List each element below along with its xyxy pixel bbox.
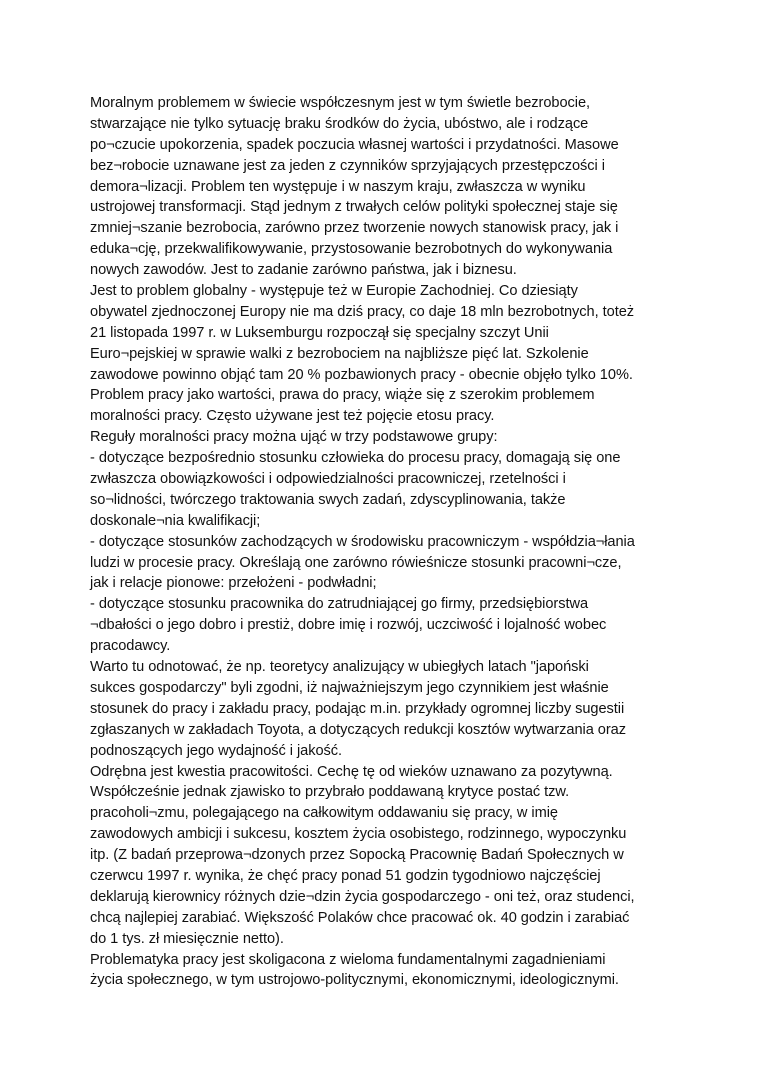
text-line: Odrębna jest kwestia pracowitości. Cechę tę od wieków uznawano za pozytywną. — [90, 763, 613, 780]
text-line: ludzi w procesie pracy. Określają one zarówno rówieśnicze stosunki pracowni¬cze, — [90, 554, 622, 571]
text-line: sukces gospodarczy" byli zgodni, iż najważniejszym jego czynnikiem jest właśnie — [90, 679, 609, 696]
body-text — [90, 93, 690, 991]
text-line: pracoholi¬zmu, polegającego na całkowitym oddawaniu się pracy, w imię — [90, 805, 558, 822]
text-line: czerwcu 1997 r. wynika, że chęć pracy ponad 51 godzin tygodniowo najczęściej — [90, 867, 601, 884]
text-line: demora¬lizacji. Problem ten występuje i w naszym kraju, zwłaszcza w wyniku — [90, 178, 586, 195]
text-line: - dotyczące stosunków zachodzących w środowisku pracowniczym - współdzia¬łania — [90, 533, 635, 550]
text-line: pracodawcy. — [90, 638, 171, 655]
text-line: życia społecznego, w tym ustrojowo-politycznymi, ekonomicznymi, ideologicznymi. — [90, 972, 619, 989]
text-line: so¬lidności, twórczego traktowania swych zadań, zdyscyplinowania, także — [90, 491, 566, 508]
text-line: Reguły moralności pracy można ująć w trzy podstawowe grupy: — [90, 429, 498, 446]
text-line: deklarują kierownicy różnych dzie¬dzin życia gospodarczego - oni też, oraz studenci, — [90, 888, 635, 905]
text-line: Warto tu odnotować, że np. teoretycy analizujący w ubiegłych latach "japoński — [90, 659, 589, 676]
text-line: ustrojowej transformacji. Stąd jednym z trwałych celów polityki społecznej staje się — [90, 199, 618, 216]
text-line: zawodowe powinno objąć tam 20 % pozbawionych pracy - obecnie objęło tylko 10%. — [90, 366, 633, 383]
text-line: Moralnym problemem w świecie współczesnym jest w tym świetle bezrobocie, — [90, 95, 591, 111]
text-line: Euro¬pejskiej w sprawie walki z bezrobociem na najbliższe pięć lat. Szkolenie — [90, 345, 589, 362]
text-line: - dotyczące bezpośrednio stosunku człowieka do procesu pracy, domagają się one — [90, 450, 621, 467]
text-line: bez¬robocie uznawane jest za jeden z czynników sprzyjających przestępczości i — [90, 157, 605, 174]
text-line: stosunek do pracy i zakładu pracy, podając m.in. przykłady ogromnej liczby sugestii — [90, 700, 625, 717]
text-line: ¬dbałości o jego dobro i prestiż, dobre imię i rozwój, uczciwość i lojalność wobec — [90, 617, 607, 634]
text-line: zwłaszcza obowiązkowości i odpowiedzialności pracowniczej, rzetelności i — [90, 471, 566, 488]
text-line: do 1 tys. zł miesięcznie netto). — [90, 930, 284, 947]
text-line: eduka¬cję, przekwalifikowywanie, przystosowanie bezrobotnych do wykonywania — [90, 241, 613, 258]
text-line: stwarzające nie tylko sytuację braku środków do życia, ubóstwo, ale i rodzące — [90, 115, 589, 132]
text-line: zmniej¬szanie bezrobocia, zarówno przez tworzenie nowych stanowisk pracy, jak i — [90, 220, 619, 237]
text-line: Jest to problem globalny - występuje też w Europie Zachodniej. Co dziesiąty — [90, 283, 578, 300]
text-line: Problem pracy jako wartości, prawa do pracy, wiąże się z szerokim problemem — [90, 387, 595, 404]
text-line: doskonale¬nia kwalifikacji; — [90, 512, 261, 529]
text-line: itp. (Z badań przeprowa¬dzonych przez Sopocką Pracownię Badań Społecznych w — [90, 847, 624, 864]
text-line: jak i relacje pionowe: przełożeni - podwładni; — [90, 575, 377, 592]
text-line: po¬czucie upokorzenia, spadek poczucia własnej wartości i przydatności. Masowe — [90, 136, 619, 153]
text-line: podnoszących jego wydajność i jakość. — [90, 742, 343, 759]
text-line: Współcześnie jednak zjawisko to przybrało poddawaną krytyce postać tzw. — [90, 784, 570, 801]
text-line: nowych zawodów. Jest to zadanie zarówno państwa, jak i biznesu. — [90, 262, 517, 279]
text-line: chcą najlepiej zarabiać. Większość Polaków chce pracować ok. 40 godzin i zarabiać — [90, 909, 630, 926]
text-line: 21 listopada 1997 r. w Luksemburgu rozpoczął się specjalny szczyt Unii — [90, 324, 549, 341]
text-line: obywatel zjednoczonej Europy nie ma dziś pracy, co daje 18 mln bezrobotnych, toteż — [90, 303, 635, 320]
text-line: moralności pracy. Często używane jest też pojęcie etosu pracy. — [90, 408, 495, 425]
text-line: Problematyka pracy jest skoligacona z wieloma fundamentalnymi zagadnieniami — [90, 951, 606, 968]
text-line: zawodowych ambicji i sukcesu, kosztem życia osobistego, rodzinnego, wypoczynku — [90, 826, 627, 843]
text-line: - dotyczące stosunku pracownika do zatrudniającej go firmy, przedsiębiorstwa — [90, 596, 589, 613]
text-line: zgłaszanych w zakładach Toyota, a dotyczących redukcji kosztów wytwarzania oraz — [90, 721, 626, 738]
